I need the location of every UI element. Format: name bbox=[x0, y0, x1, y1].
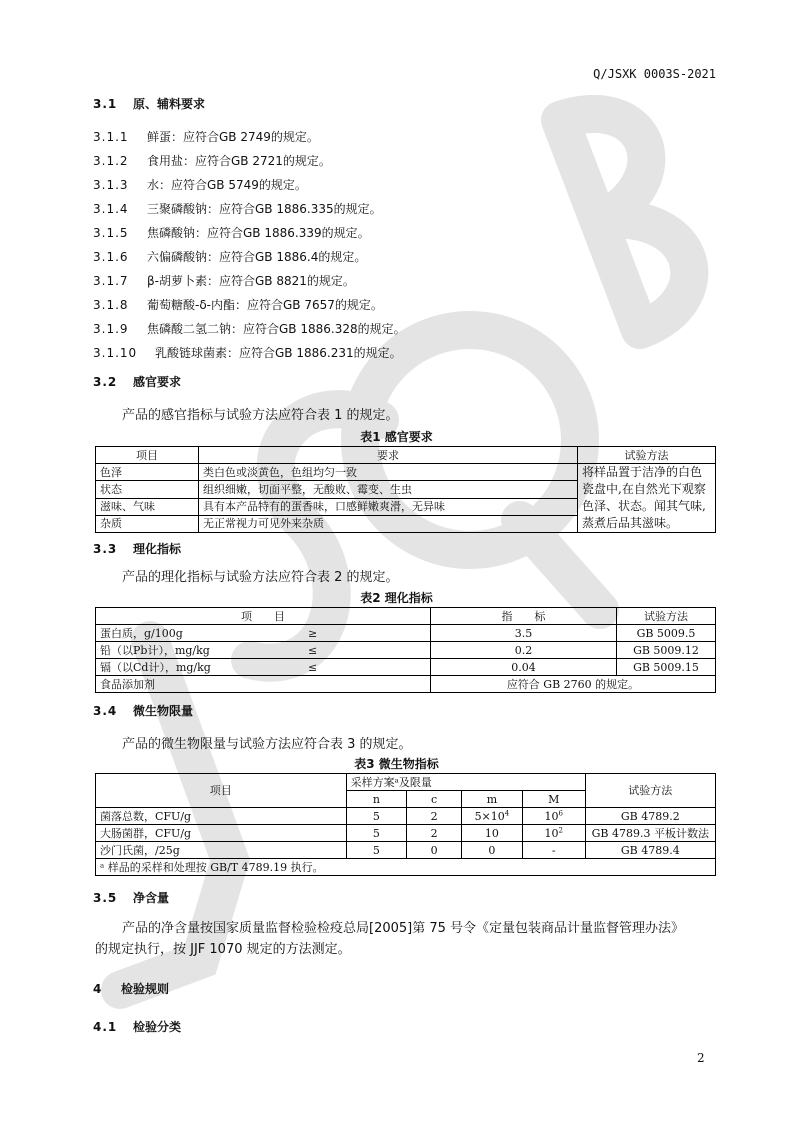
item-text: 食用盐：应符合GB 2721的规定。 bbox=[147, 154, 331, 168]
text: 2 bbox=[407, 825, 462, 842]
text: n bbox=[346, 791, 407, 808]
text: GB 4789.3 平板计数法 bbox=[585, 825, 715, 842]
text: 具有本产品特有的蛋香味，口感鲜嫩爽滑，无异味 bbox=[199, 498, 578, 515]
table-row bbox=[96, 842, 716, 859]
text: 滋味、气味 bbox=[96, 498, 199, 515]
text: 0 bbox=[488, 843, 496, 857]
text: c bbox=[407, 791, 462, 808]
section-number: 3.5 bbox=[93, 891, 118, 905]
section-3-4-heading bbox=[93, 703, 193, 719]
section-3-4-paragraph: 产品的微生物限量与试验方法应符合表 3 的规定。 bbox=[122, 737, 412, 752]
requirement-item bbox=[93, 321, 406, 337]
text: 无正常视力可见外来杂质 bbox=[199, 515, 578, 532]
text: 6 bbox=[558, 808, 563, 817]
section-number: 3.4 bbox=[93, 704, 118, 718]
text: 0.2 bbox=[431, 642, 617, 659]
text: ≤ bbox=[304, 642, 431, 659]
table-1-title: 表1 感官要求 bbox=[360, 430, 433, 444]
text: 项目 bbox=[96, 447, 199, 464]
doc-code: Q/JSXK 0003S-2021 bbox=[593, 67, 716, 81]
section-3-3-paragraph: 产品的理化指标与试验方法应符合表 2 的规定。 bbox=[122, 570, 399, 585]
table-row bbox=[96, 447, 716, 464]
text: 0.04 bbox=[431, 659, 617, 676]
section-3-2-heading bbox=[93, 374, 181, 390]
test-method-cell: 将样品置于洁净的白色瓷盘中,在自然光下观察色泽、状态。闻其气味,蒸煮后品其滋味。 bbox=[578, 464, 716, 533]
section-3-3-heading bbox=[93, 541, 181, 557]
requirement-item bbox=[93, 153, 331, 169]
text: 组织细嫩，切面平整，无酸败、霉变、生虫 bbox=[199, 481, 578, 498]
text: 指 标 bbox=[431, 608, 617, 625]
section-title: 净含量 bbox=[133, 891, 170, 905]
requirement-item bbox=[93, 177, 307, 193]
requirement-item bbox=[93, 297, 383, 313]
text: 沙门氏菌，/25g bbox=[96, 842, 347, 859]
section-number: 4.1 bbox=[93, 1020, 118, 1034]
section-title: 原、辅料要求 bbox=[133, 97, 206, 111]
section-number: 4 bbox=[93, 982, 103, 996]
section-3-2-paragraph: 产品的感官指标与试验方法应符合表 1 的规定。 bbox=[122, 408, 399, 423]
text: ≥ bbox=[304, 625, 431, 642]
text: 试验方法 bbox=[578, 447, 716, 464]
text: M bbox=[522, 791, 585, 808]
text: 10 bbox=[544, 826, 559, 840]
table-row bbox=[96, 676, 716, 693]
item-text: 鲜蛋：应符合GB 2749的规定。 bbox=[147, 130, 319, 144]
item-text: 水：应符合GB 5749的规定。 bbox=[147, 178, 307, 192]
table-row bbox=[96, 608, 716, 625]
section-title: 检验规则 bbox=[121, 982, 170, 996]
section-title: 微生物限量 bbox=[133, 704, 194, 718]
requirement-item bbox=[93, 201, 382, 217]
item-text: 焦磷酸钠：应符合GB 1886.339的规定。 bbox=[147, 226, 370, 240]
item-text: 六偏磷酸钠：应符合GB 1886.4的规定。 bbox=[147, 250, 367, 264]
table-cell bbox=[461, 825, 522, 842]
text: 10 bbox=[484, 826, 499, 840]
item-number: 3.1.10 bbox=[93, 346, 138, 360]
requirement-item bbox=[93, 129, 319, 145]
text: 菌落总数，CFU/g bbox=[96, 808, 347, 825]
text: 试验方法 bbox=[617, 608, 716, 625]
section-3-5-paragraph-line2: 的规定执行，按 JJF 1070 规定的方法测定。 bbox=[95, 942, 351, 957]
text: 铅（以Pb计），mg/kg bbox=[96, 642, 305, 659]
text: GB 5009.15 bbox=[617, 659, 716, 676]
table-row bbox=[96, 659, 716, 676]
section-number: 3.3 bbox=[93, 542, 118, 556]
item-number: 3.1.9 bbox=[93, 322, 129, 336]
text: 要求 bbox=[199, 447, 578, 464]
item-number: 3.1.1 bbox=[93, 130, 129, 144]
text: 蛋白质，g/100g bbox=[96, 625, 305, 642]
table-2-title: 表2 理化指标 bbox=[360, 591, 433, 605]
text: m bbox=[461, 791, 522, 808]
table-row bbox=[96, 808, 716, 825]
section-title: 检验分类 bbox=[133, 1020, 182, 1034]
text: 5 bbox=[346, 842, 407, 859]
text: 项目 bbox=[96, 774, 347, 808]
item-number: 3.1.8 bbox=[93, 298, 129, 312]
text: 杂质 bbox=[96, 515, 199, 532]
text: 2 bbox=[407, 808, 462, 825]
item-number: 3.1.2 bbox=[93, 154, 129, 168]
section-number: 3.2 bbox=[93, 375, 118, 389]
section-3-5-heading bbox=[93, 890, 169, 906]
item-number: 3.1.3 bbox=[93, 178, 129, 192]
text: 5 bbox=[346, 808, 407, 825]
item-number: 3.1.4 bbox=[93, 202, 129, 216]
text: GB 4789.2 bbox=[585, 808, 715, 825]
text: 色泽 bbox=[96, 464, 199, 481]
table-row bbox=[96, 642, 716, 659]
text: 4 bbox=[504, 808, 510, 817]
item-number: 3.1.7 bbox=[93, 274, 129, 288]
text: 采样方案ᵃ及限量 bbox=[346, 774, 585, 791]
text: 2 bbox=[558, 825, 563, 834]
watermark-letter-b bbox=[560, 114, 689, 330]
table-3-title: 表3 微生物指标 bbox=[354, 757, 439, 771]
text: 5 bbox=[346, 825, 407, 842]
physicochemical-table bbox=[95, 607, 716, 693]
page-number: 2 bbox=[697, 1051, 705, 1065]
text: GB 4789.4 bbox=[585, 842, 715, 859]
item-number: 3.1.6 bbox=[93, 250, 129, 264]
table-cell bbox=[461, 808, 522, 825]
text: 镉（以Cd计），mg/kg bbox=[96, 659, 305, 676]
text: 0 bbox=[407, 842, 462, 859]
section-4-heading bbox=[93, 981, 169, 997]
text: - bbox=[551, 843, 556, 857]
table-cell bbox=[522, 842, 585, 859]
table-row bbox=[96, 625, 716, 642]
item-number: 3.1.5 bbox=[93, 226, 129, 240]
microbial-table bbox=[95, 773, 716, 876]
table-row bbox=[96, 774, 716, 791]
requirement-item bbox=[93, 225, 370, 241]
section-4-1-heading bbox=[93, 1019, 181, 1035]
text: 试验方法 bbox=[585, 774, 715, 808]
section-3-5-paragraph-line1: 产品的净含量按国家质量监督检验检疫总局[2005]第 75 号令《定量包装商品计量监督管理办法》 bbox=[122, 921, 685, 936]
item-text: β-胡萝卜素：应符合GB 8821的规定。 bbox=[147, 274, 355, 288]
text: 5×10 bbox=[474, 809, 505, 823]
section-title: 理化指标 bbox=[133, 542, 182, 556]
table-cell bbox=[461, 842, 522, 859]
section-title: 感官要求 bbox=[133, 375, 182, 389]
table-footnote: ᵃ 样品的采样和处理按 GB/T 4789.19 执行。 bbox=[96, 859, 716, 876]
table-cell bbox=[522, 825, 585, 842]
item-text: 乳酸链球菌素：应符合GB 1886.231的规定。 bbox=[155, 346, 402, 360]
text: GB 5009.12 bbox=[617, 642, 716, 659]
item-text: 焦磷酸二氢二钠：应符合GB 1886.328的规定。 bbox=[147, 322, 406, 336]
text: GB 5009.5 bbox=[617, 625, 716, 642]
text: 大肠菌群，CFU/g bbox=[96, 825, 347, 842]
section-number: 3.1 bbox=[93, 97, 118, 111]
text: 应符合 GB 2760 的规定。 bbox=[431, 676, 716, 693]
table-row bbox=[96, 464, 716, 481]
item-text: 三聚磷酸钠：应符合GB 1886.335的规定。 bbox=[147, 202, 382, 216]
text: 状态 bbox=[96, 481, 199, 498]
section-3-1-heading bbox=[93, 96, 205, 112]
text: ≤ bbox=[304, 659, 431, 676]
table-cell bbox=[522, 808, 585, 825]
sensory-table bbox=[95, 446, 716, 533]
table-row bbox=[96, 859, 716, 876]
text: 项 目 bbox=[96, 608, 431, 625]
table-row bbox=[96, 825, 716, 842]
item-text: 葡萄糖酸-δ-内酯：应符合GB 7657的规定。 bbox=[147, 298, 383, 312]
requirement-item bbox=[93, 249, 366, 265]
text: 类白色或淡黄色，色组均匀一致 bbox=[199, 464, 578, 481]
text: 3.5 bbox=[431, 625, 617, 642]
requirement-item bbox=[93, 345, 402, 361]
text: 食品添加剂 bbox=[96, 676, 431, 693]
text: 10 bbox=[544, 809, 559, 823]
requirement-item bbox=[93, 273, 355, 289]
